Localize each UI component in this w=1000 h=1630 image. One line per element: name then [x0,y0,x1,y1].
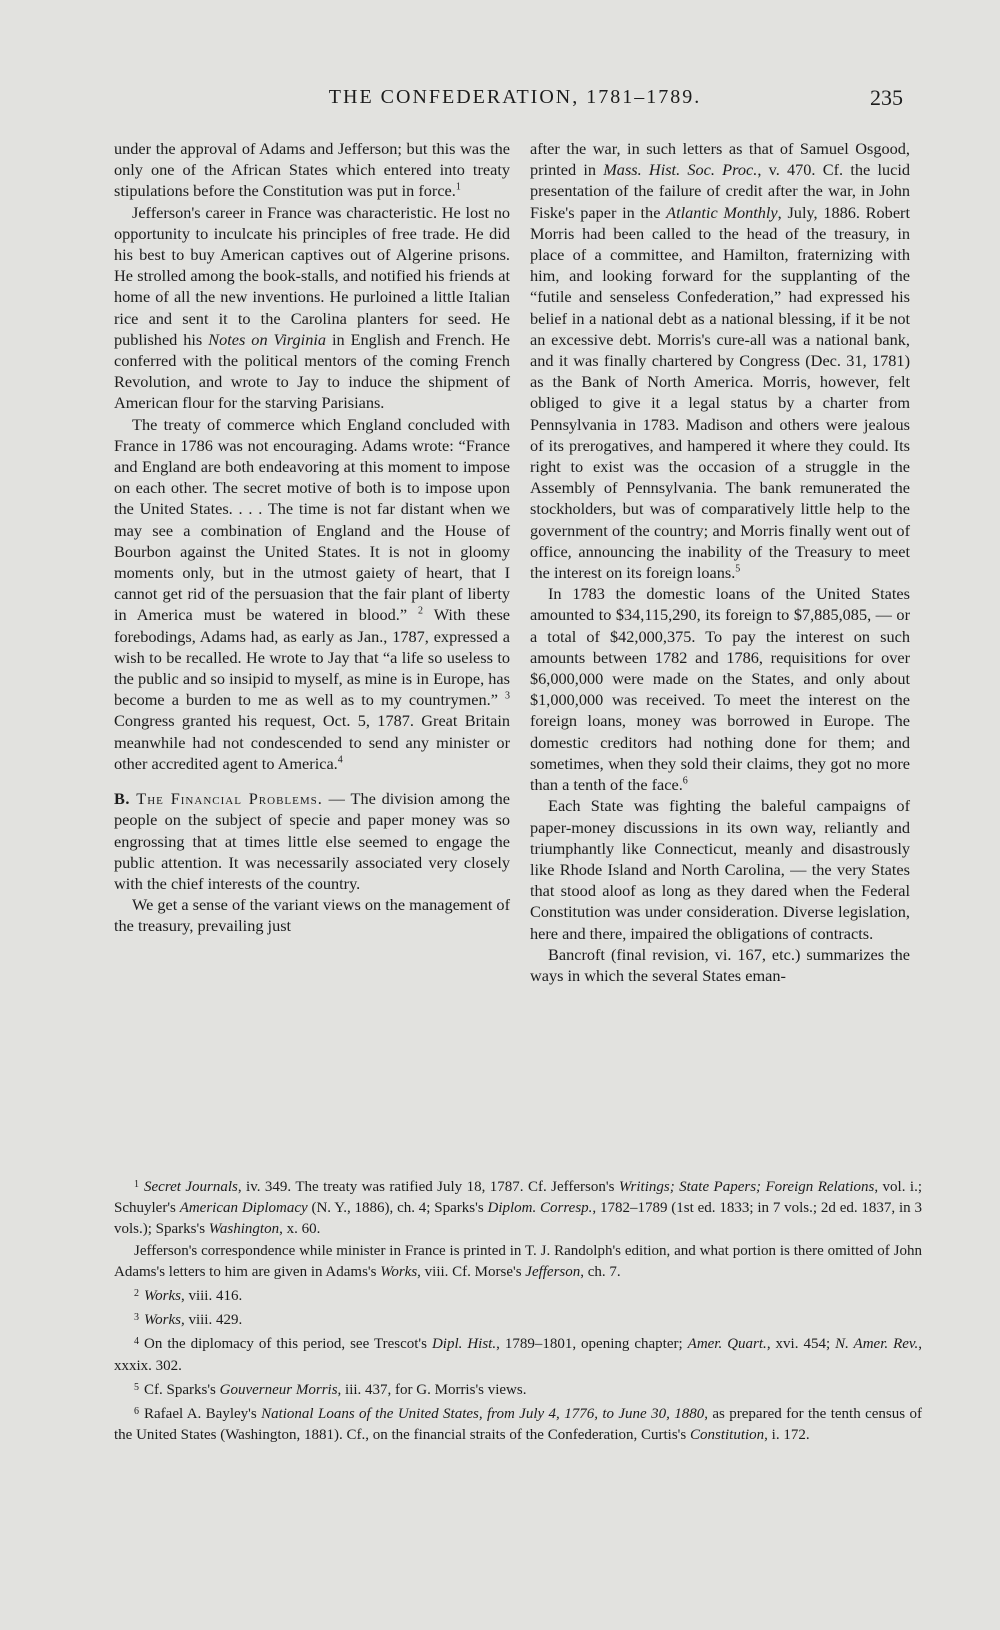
footnote-number: 3 [134,1312,139,1324]
paragraph: under the approval of Adams and Jefferson; but this was the only one of the African States which entered into treaty stipulations before the Constitution was put in force.$^1$ [114,139,510,201]
page-number: 235 [870,85,903,110]
footnote-number: 2 [134,1288,139,1300]
paragraph: In 1783 the domestic loans of the United States amounted to $34,115,290, its foreign to $7,885,085, — or a total of $42,000,375. To pay the interest on such amounts between 1782 and 1786, requisitions for over $6,000,000 were made on the States, and only about $1,000,000 was received. To meet the interest on the foreign loans, money was borrowed in Europe. The domestic creditors had nothing done for them; and sometimes, when they sold their claims, they got no more than a tenth of the face.$^6$ [530,584,910,795]
section-heading: B. The Financial Problems. [114,789,323,809]
footnote: $^5$ Cf. Sparks's Gouverneur Morris, iii. 437, for G. Morris's views. [134,1381,527,1398]
running-title: THE CONFEDERATION, 1781–1789. [328,86,702,108]
footnote: $^2$ Works, viii. 416. [134,1288,243,1305]
footnote-number: 5 [134,1381,139,1393]
paragraph: Jefferson's career in France was characteristic. He lost no opportunity to inculcate his principles of free trade. He did his best to buy American captives out of Algerine prisons. He strolled among the book-stalls, and notified his friends at home of all the new inventions. He purloined a little Italian rice and sent it to the Carolina planters for seed. He published his Notes on Virginia in English and French. He conferred with the political mentors of the coming French Revolution, and wrote to Jay to induce the shipment of American flour for the starving Parisians. [114,202,510,413]
footnote: Jefferson's correspondence while minister in France is printed in T. J. Randolph's edition, and what portion is there omitted of John Adams's letters to him are given in Adams's Works, viii. Cf. Morse's Jefferson, ch. 7. [114,1242,922,1280]
footnote: $^1$ Secret Journals, iv. 349. The treaty was ratified July 18, 1787. Cf. Jefferson's Writings; State Papers; Foreign Relations, vol. i.; Schuyler's American Diplomacy (N. Y., 1886), ch. 4; Sparks's Diplom. Corresp., 1782–1789 (1st ed. 1833; in 7 vols.; 2d ed. 1837, in 3 vols.); Sparks's Washington, x. 60. [114,1179,922,1238]
paragraph: The treaty of commerce which England concluded with France in 1786 was not encouraging. Adams wrote: “France and England are both endeavoring at this moment to impose on each other. The secret motive of both is to impose upon the United States. . . . The time is not far distant when we may see a combination of England and the House of Bourbon against the United States. It is not in gloomy moments only, but in the utmost gaiety of heart, that I cannot get rid of the persuasion that the fair plant of liberty in America must be watered in blood.” $^2$ With these forebodings, Adams had, as early as Jan., 1787, expressed a wish to be recalled. He wrote to Jay that “a life so useless to the public and so insipid to myself, as mine is in Europe, has become a burden to me as well as to my countrymen.” $^3$ Congress granted his request, Oct. 5, 1787. Great Britain meanwhile had not condescended to send any minister or other accredited agent to America.$^4$ [114,414,511,773]
right-column [530,138,910,986]
footnotes [114,1174,922,1446]
footnote-number: 6 [134,1406,139,1418]
footnote: $^6$ Rafael A. Bayley's National Loans of the United States, from July 4, 1776, to June 30, 1880, as prepared for the tenth census of the United States (Washington, 1881). Cf., on the financial straits of the Confederation, Curtis's Constitution, i. 172. [114,1406,922,1444]
paragraph: after the war, in such letters as that of Samuel Osgood, printed in Mass. Hist. Soc. Proc., v. 470. Cf. the lucid presentation of the failure of credit after the war, in John Fiske's paper in the Atlantic Monthly, July, 1886. Robert Morris had been called to the head of the treasury, in place of a committee, and Hamilton, fraternizing with him, and looking forward for the supplanting of the “futile and senseless Confederation,” had expressed his belief in a national debt as a national blessing, if it be not an excessive debt. Morris's cure-all was a national bank, and it was finally chartered by Congress (Dec. 31, 1781) as the Bank of North America. Morris, however, felt obliged to give it a legal status by a charter from Pennsylvania in 1783. Madison and others were jealous of its prerogatives, and hampered it where they could. Its right to exist was the occasion of a struggle in the Assembly of Pennsylvania. The bank remunerated the stockholders, but was of comparatively little help to the government of the country; and Morris finally went out of office, announcing the inability of the Treasury to meet the interest on its foreign loans.$^5$ [530,139,910,583]
footnote-number: 4 [134,1336,139,1348]
section-paragraph: B. The Financial Problems. — The division among the people on the subject of specie and paper money was so engrossing that at times little else seemed to engage the public attention. It was necessarily associated very closely with the chief interests of the country. [114,789,510,893]
paragraph: We get a sense of the variant views on the management of the treasury, prevailing just [114,895,510,936]
footnote-number: 1 [134,1179,139,1190]
footnote: $^4$ On the diplomacy of this period, see Trescot's Dipl. Hist., 1789–1801, opening chapter; Amer. Quart., xvi. 454; N. Amer. Rev., xxxix. 302. [114,1336,922,1374]
left-column [114,138,510,937]
paragraph: Each State was fighting the baleful campaigns of paper-money discussions in its own way, reliantly and triumphantly like Connecticut, meanly and disastrously like Rhode Island and North Carolina, — the very States that stood aloof as long as they dared when the Federal Constitution was under consideration. Diverse legislation, here and there, impaired the obligations of contracts. [530,796,910,943]
footnote: $^3$ Works, viii. 429. [134,1312,243,1329]
paragraph: Bancroft (final revision, vi. 167, etc.) summarizes the ways in which the several States eman- [530,944,910,985]
